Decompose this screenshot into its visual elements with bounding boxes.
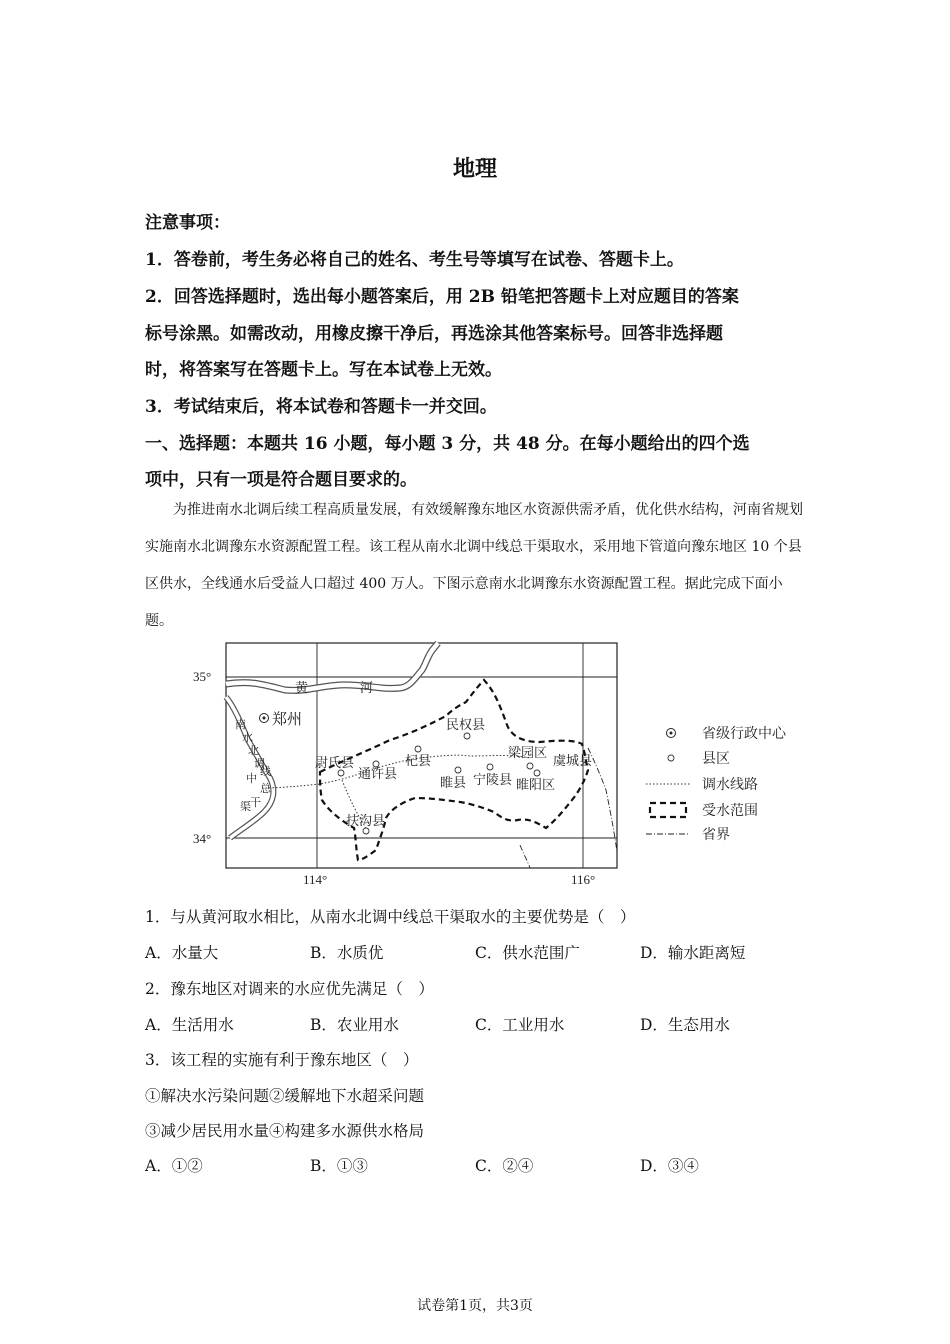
canal-char-4: 调 (254, 757, 265, 770)
page-footer: 试卷第1页，共3页 (417, 1298, 533, 1314)
county-label-minquan: 民权县 (446, 718, 486, 733)
county-label-qixian: 杞县 (405, 754, 432, 769)
section-heading-line-1: 一、选择题：本题共 16 小题，每小题 3 分，共 48 分。在每小题给出的四个选 (145, 434, 750, 454)
county-label-ningling: 宁陵县 (473, 773, 513, 788)
county-marker-suixian (455, 767, 461, 773)
river-label-char-2: 河 (360, 681, 374, 696)
legend-area-icon (650, 803, 686, 817)
canal-char-3: 北 (248, 744, 259, 757)
q1-option-c: C．供水范围广 (475, 944, 580, 962)
county-label-yucheng: 虞城县 (553, 754, 593, 769)
capital-label: 郑州 (272, 710, 303, 728)
county-label-suiyang: 睢阳区 (516, 778, 556, 793)
canal-char-2: 水 (242, 731, 253, 744)
notice-item-1: 1．答卷前，考生务必将自己的姓名、考生号等填写在试卷、答题卡上。 (145, 250, 684, 270)
county-marker-liangyuan (527, 763, 533, 769)
canal-char-7: 总 (260, 782, 271, 795)
county-marker-qixian (415, 746, 421, 752)
q1-option-d: D．输水距离短 (640, 944, 746, 962)
q3-option-d: D．③④ (640, 1157, 699, 1175)
reading-passage: 为推进南水北调后续工程高质量发展，有效缓解豫东地区水资源供需矛盾，优化供水结构，河南省规划实施南水北调豫东水资源配置工程。该工程从南水北调中线总干渠取水，采用地下管道向豫东地区 10 个县区供水，全线通水后受益人口超过 400 万人。下图示意南水北调豫东水资源配置工程。据此完成下面小题。 (145, 502, 803, 629)
county-label-liangyuan: 梁园区 (508, 746, 548, 761)
canal-char-9: 渠 (240, 800, 251, 813)
q2-option-d: D．生态用水 (640, 1016, 730, 1034)
q1-option-a: A．水量大 (145, 944, 219, 962)
canal-char-5: 中 (246, 772, 257, 785)
county-label-tongxu: 通许县 (358, 767, 398, 782)
legend-county-icon (668, 755, 674, 761)
county-label-fugou: 扶沟县 (346, 814, 386, 829)
question-2: 2．豫东地区对调来的水应优先满足（ ） (145, 980, 434, 998)
legend-county-label: 县区 (702, 751, 730, 767)
q2-option-c: C．工业用水 (475, 1016, 565, 1034)
county-label-suixian: 睢县 (440, 776, 467, 791)
section-heading-line-2: 项中，只有一项是符合题目要求的。 (145, 470, 417, 490)
lon-114-label: 114° (303, 872, 328, 887)
legend-capital-label: 省级行政中心 (702, 726, 786, 742)
notice-item-2-line-3: 时，将答案写在答题卡上。写在本试卷上无效。 (145, 360, 502, 380)
county-marker-ningling (487, 764, 493, 770)
q1-option-b: B．水质优 (310, 944, 384, 962)
notice-item-2-line-2: 标号涂黑。如需改动，用橡皮擦干净后，再选涂其他答案标号。回答非选择题 (145, 324, 723, 344)
q3-statements-1: ①解决水污染问题②缓解地下水超采问题 (145, 1087, 425, 1105)
lat-34-label: 34° (193, 831, 212, 846)
q3-statements-2: ③减少居民用水量④构建多水源供水格局 (145, 1122, 425, 1140)
legend-boundary-label: 省界 (702, 827, 730, 843)
q3-option-c: C．②④ (475, 1157, 534, 1175)
canal-char-8: 干 (250, 796, 261, 809)
capital-marker-dot (263, 717, 266, 720)
legend-route-label: 调水线路 (702, 777, 758, 793)
q2-option-a: A．生活用水 (145, 1016, 234, 1034)
county-marker-minquan (464, 733, 470, 739)
canal-char-6: 线 (260, 765, 271, 778)
q3-option-b: B．①③ (310, 1157, 368, 1175)
legend-area-label: 受水范围 (702, 803, 758, 819)
q2-option-b: B．农业用水 (310, 1016, 399, 1034)
canal-char-1: 南 (235, 718, 246, 731)
legend-capital-icon-dot (670, 732, 673, 735)
question-1: 1．与从黄河取水相比，从南水北调中线总干渠取水的主要优势是（ ） (145, 908, 636, 926)
q3-option-a: A．①② (145, 1157, 203, 1175)
notice-item-2-line-1: 2．回答选择题时，选出每小题答案后，用 2B 铅笔把答题卡上对应题目的答案 (145, 287, 739, 307)
lat-35-label: 35° (193, 669, 212, 684)
county-label-weishi: 尉氏县 (315, 756, 355, 771)
map-figure (190, 640, 810, 890)
question-3: 3．该工程的实施有利于豫东地区（ ） (145, 1051, 419, 1069)
river-label-char-1: 黄 (295, 681, 309, 696)
notice-heading: 注意事项： (145, 213, 230, 233)
county-marker-suiyang (534, 770, 540, 776)
lon-116-label: 116° (571, 872, 596, 887)
page-title: 地理 (452, 156, 497, 182)
notice-item-3: 3．考试结束后，将本试卷和答题卡一并交回。 (145, 397, 497, 417)
